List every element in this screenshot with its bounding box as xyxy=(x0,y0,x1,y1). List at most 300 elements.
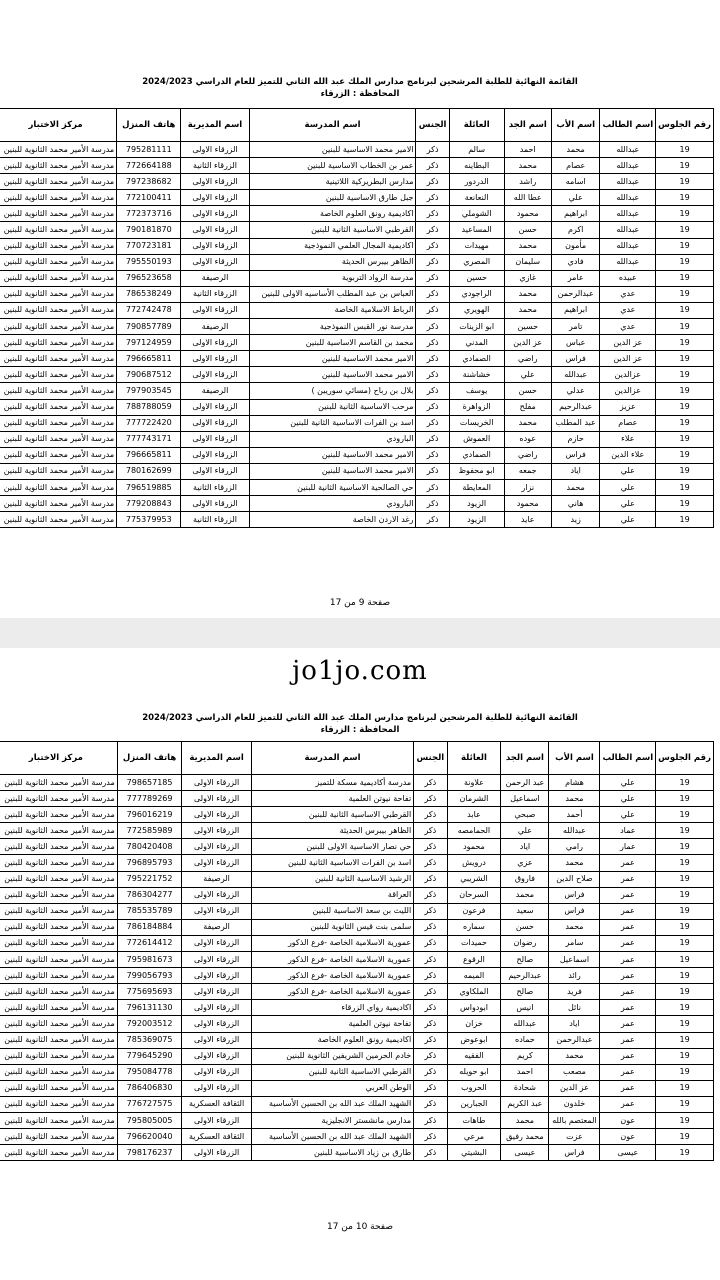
test-center-cell: مدرسة الأمير محمد الثانوية للبنين xyxy=(0,1080,117,1096)
student-name-cell: عمر xyxy=(600,855,656,871)
grandfather-name-cell: عطا الله xyxy=(504,190,551,206)
father-name-cell: صلاح الدين xyxy=(549,871,600,887)
directorate-cell: الزرقاء الاولى xyxy=(181,238,249,254)
seat-number-cell: 19 xyxy=(656,512,714,528)
family-name-cell: مرعي xyxy=(447,1129,501,1145)
document-page-2 xyxy=(0,648,720,1280)
directorate-cell: الزرقاء الاولى xyxy=(182,1016,251,1032)
gender-cell: ذكر xyxy=(414,1129,447,1145)
gender-cell: ذكر xyxy=(414,984,447,1000)
father-name-cell: اياد xyxy=(549,1016,600,1032)
home-phone-cell: 786304277 xyxy=(117,887,182,903)
gender-cell: ذكر xyxy=(414,775,447,791)
grandfather-name-cell: محمود xyxy=(504,206,551,222)
family-name-cell: العموش xyxy=(449,431,504,447)
student-name-cell: عدي xyxy=(600,319,656,335)
seat-number-cell: 19 xyxy=(656,935,714,951)
father-name-cell: فراس xyxy=(549,887,600,903)
test-center-cell: مدرسة الأمير محمد الثانوية للبنين xyxy=(0,383,117,399)
governorate-label: المحافظة : الزرقاء xyxy=(320,89,400,99)
family-name-cell: ابو حويله xyxy=(447,1064,501,1080)
student-name-cell: عبدالله xyxy=(600,142,656,158)
table-row xyxy=(0,319,714,335)
directorate-cell: الزرقاء الاولى xyxy=(182,903,251,919)
student-name-cell: عبدالله xyxy=(600,254,656,270)
family-name-cell: حسين xyxy=(449,270,504,286)
father-name-cell: ابراهيم xyxy=(551,206,600,222)
student-name-cell: عمار xyxy=(600,839,656,855)
seat-number-cell: 19 xyxy=(656,222,714,238)
home-phone-cell: 798176237 xyxy=(117,1145,182,1161)
candidates-table xyxy=(0,108,714,528)
family-name-cell: الهويري xyxy=(449,302,504,318)
gender-cell: ذكر xyxy=(416,222,449,238)
father-name-cell: عدلي xyxy=(551,383,600,399)
grandfather-name-cell: عايد xyxy=(504,512,551,528)
grandfather-name-cell: عبدالرحيم xyxy=(501,968,549,984)
table-row xyxy=(0,447,714,463)
family-name-cell: المصري xyxy=(449,254,504,270)
gender-cell: ذكر xyxy=(414,1064,447,1080)
table-row xyxy=(0,984,714,1000)
grandfather-name-cell: شحادة xyxy=(501,1080,549,1096)
directorate-cell: الزرقاء الثانية xyxy=(181,158,249,174)
school-name-cell: عمورية الاسلامية الخاصة -فرع الذكور xyxy=(251,952,413,968)
gender-cell: ذكر xyxy=(416,367,449,383)
gender-cell: ذكر xyxy=(414,1145,447,1161)
father-name-cell: عصام xyxy=(551,158,600,174)
family-name-cell: المعايطة xyxy=(449,479,504,495)
table-row xyxy=(0,142,714,158)
table-row xyxy=(0,174,714,190)
seat-number-cell: 19 xyxy=(656,142,714,158)
test-center-cell: مدرسة الأمير محمد الثانوية للبنين xyxy=(0,190,117,206)
family-name-cell: خشاشنة xyxy=(449,367,504,383)
directorate-cell: الزرقاء الثانية xyxy=(181,479,249,495)
father-name-cell: المعتصم بالله xyxy=(549,1112,600,1128)
test-center-cell: مدرسة الأمير محمد الثانوية للبنين xyxy=(0,935,117,951)
test-center-cell: مدرسة الأمير محمد الثانوية للبنين xyxy=(0,431,117,447)
father-name-cell: هشام xyxy=(549,775,600,791)
home-phone-cell: 796665811 xyxy=(117,351,181,367)
seat-number-cell: 19 xyxy=(656,431,714,447)
home-phone-cell: 776727575 xyxy=(117,1096,182,1112)
table-row xyxy=(0,270,714,286)
home-phone-cell: 780162699 xyxy=(117,463,181,479)
grandfather-name-cell: رضوان xyxy=(501,935,549,951)
grandfather-name-cell: محمد xyxy=(501,887,549,903)
table-row xyxy=(0,1048,714,1064)
home-phone-cell: 772585989 xyxy=(117,823,182,839)
home-phone-cell: 790687512 xyxy=(117,367,181,383)
table-row xyxy=(0,919,714,935)
directorate-cell: الزرقاء الاولى xyxy=(181,222,249,238)
family-name-cell: عابد xyxy=(447,807,501,823)
home-phone-cell: 790857789 xyxy=(117,319,181,335)
family-name-cell: ابو محفوظ xyxy=(449,463,504,479)
school-name-cell: الامير محمد الاساسية للبنين xyxy=(249,351,416,367)
family-name-cell: الملكاوي xyxy=(447,984,501,1000)
home-phone-cell: 795221752 xyxy=(117,871,182,887)
student-name-cell: عدي xyxy=(600,286,656,302)
table-row xyxy=(0,335,714,351)
home-phone-cell: 796519885 xyxy=(117,479,181,495)
home-phone-cell: 777743171 xyxy=(117,431,181,447)
table-row xyxy=(0,1032,714,1048)
father-name-cell: عبدالرحمن xyxy=(549,1032,600,1048)
directorate-cell: الزرقاء الاولى xyxy=(182,968,251,984)
table-row xyxy=(0,775,714,791)
grandfather-name-cell: حسن xyxy=(504,383,551,399)
seat-number-cell: 19 xyxy=(656,1000,714,1016)
home-phone-cell: 772742478 xyxy=(117,302,181,318)
school-name-cell: الظاهر بيبرس الحديثة xyxy=(249,254,416,270)
column-header: العائلة xyxy=(447,742,501,775)
gender-cell: ذكر xyxy=(414,871,447,887)
father-name-cell: رامي xyxy=(549,839,600,855)
gender-cell: ذكر xyxy=(414,823,447,839)
directorate-cell: الزرقاء الاولى xyxy=(181,447,249,463)
test-center-cell: مدرسة الأمير محمد الثانوية للبنين xyxy=(0,1000,117,1016)
family-name-cell: الصمادي xyxy=(449,351,504,367)
family-name-cell: الجبارين xyxy=(447,1096,501,1112)
home-phone-cell: 795550193 xyxy=(117,254,181,270)
table-row xyxy=(0,431,714,447)
family-name-cell: سماره xyxy=(447,919,501,935)
directorate-cell: الزرقاء الاولى xyxy=(182,952,251,968)
grandfather-name-cell: عبدالله xyxy=(501,1016,549,1032)
student-name-cell: عمر xyxy=(600,887,656,903)
school-name-cell: مدرسة أكاديمية مسكة للتميز xyxy=(251,775,413,791)
school-name-cell: مدارس البطريركية اللاتينية xyxy=(249,174,416,190)
grandfather-name-cell: حسين xyxy=(504,319,551,335)
family-name-cell: الرقوع xyxy=(447,952,501,968)
test-center-cell: مدرسة الأمير محمد الثانوية للبنين xyxy=(0,335,117,351)
seat-number-cell: 19 xyxy=(656,463,714,479)
seat-number-cell: 19 xyxy=(656,839,714,855)
test-center-cell: مدرسة الأمير محمد الثانوية للبنين xyxy=(0,399,117,415)
seat-number-cell: 19 xyxy=(656,367,714,383)
table-row xyxy=(0,1112,714,1128)
grandfather-name-cell: علي xyxy=(501,823,549,839)
table-row xyxy=(0,415,714,431)
directorate-cell: الزرقاء الاولى xyxy=(181,254,249,270)
family-name-cell: الزواهرة xyxy=(449,399,504,415)
student-name-cell: عز الدين xyxy=(600,351,656,367)
student-name-cell: علاء الدين xyxy=(600,447,656,463)
test-center-cell: مدرسة الأمير محمد الثانوية للبنين xyxy=(0,367,117,383)
father-name-cell: فراس xyxy=(549,903,600,919)
home-phone-cell: 772100411 xyxy=(117,190,181,206)
gender-cell: ذكر xyxy=(416,463,449,479)
home-phone-cell: 775695693 xyxy=(117,984,182,1000)
father-name-cell: ابراهيم xyxy=(551,302,600,318)
grandfather-name-cell: عز الدين xyxy=(504,335,551,351)
table-row xyxy=(0,791,714,807)
table-row xyxy=(0,399,714,415)
grandfather-name-cell: جمعه xyxy=(504,463,551,479)
grandfather-name-cell: عبد الرحمن xyxy=(501,775,549,791)
father-name-cell: فادي xyxy=(551,254,600,270)
gender-cell: ذكر xyxy=(416,399,449,415)
directorate-cell: الزرقاء الاولى xyxy=(182,935,251,951)
gender-cell: ذكر xyxy=(414,1080,447,1096)
father-name-cell: عبدالله xyxy=(549,823,600,839)
page-title: القائمة النهائية للطلبة المرشحين لبرنامج مدارس الملك عبد الله الثاني للتميز للعام الدراسي 2024/2023 xyxy=(142,713,578,723)
family-name-cell: البطاينه xyxy=(449,158,504,174)
seat-number-cell: 19 xyxy=(656,254,714,270)
grandfather-name-cell: محمد xyxy=(504,415,551,431)
family-name-cell: الدردور xyxy=(449,174,504,190)
grandfather-name-cell: محمد xyxy=(501,1112,549,1128)
column-header: مركز الاختبار xyxy=(0,109,117,142)
test-center-cell: مدرسة الأمير محمد الثانوية للبنين xyxy=(0,174,117,190)
father-name-cell: محمد xyxy=(551,479,600,495)
student-name-cell: عماد xyxy=(600,823,656,839)
school-name-cell: القرطبي الاساسية الثانية للبنين xyxy=(251,807,413,823)
column-header: الجنس xyxy=(416,109,449,142)
column-header: اسم الأب xyxy=(549,742,600,775)
student-name-cell: علي xyxy=(600,791,656,807)
home-phone-cell: 779208843 xyxy=(117,496,181,512)
school-name-cell: البارودي xyxy=(249,431,416,447)
father-name-cell: رائد xyxy=(549,968,600,984)
school-name-cell: مدارس مانشستر الانجليزية xyxy=(251,1112,413,1128)
student-name-cell: عبدالله xyxy=(600,190,656,206)
test-center-cell: مدرسة الأمير محمد الثانوية للبنين xyxy=(0,919,117,935)
school-name-cell: بلال بن رباح (مسائي سوريين ) xyxy=(249,383,416,399)
father-name-cell: عبد المطلب xyxy=(551,415,600,431)
father-name-cell: محمد xyxy=(549,919,600,935)
father-name-cell: فراس xyxy=(551,447,600,463)
test-center-cell: مدرسة الأمير محمد الثانوية للبنين xyxy=(0,351,117,367)
seat-number-cell: 19 xyxy=(656,871,714,887)
student-name-cell: عمر xyxy=(600,1096,656,1112)
school-name-cell: الشهيد الملك عبد الله بن الحسين الأساسية xyxy=(251,1129,413,1145)
gender-cell: ذكر xyxy=(416,351,449,367)
grandfather-name-cell: محمد xyxy=(504,302,551,318)
test-center-cell: مدرسة الأمير محمد الثانوية للبنين xyxy=(0,206,117,222)
directorate-cell: الزرقاء الاولى xyxy=(182,887,251,903)
gender-cell: ذكر xyxy=(416,206,449,222)
table-row xyxy=(0,238,714,254)
student-name-cell: عبدالله xyxy=(600,222,656,238)
table-row xyxy=(0,383,714,399)
family-name-cell: السرحان xyxy=(447,887,501,903)
seat-number-cell: 19 xyxy=(656,270,714,286)
gender-cell: ذكر xyxy=(416,190,449,206)
gender-cell: ذكر xyxy=(414,1016,447,1032)
student-name-cell: عمر xyxy=(600,952,656,968)
student-name-cell: عمر xyxy=(600,903,656,919)
grandfather-name-cell: عزي xyxy=(501,855,549,871)
table-row xyxy=(0,286,714,302)
gender-cell: ذكر xyxy=(416,174,449,190)
school-name-cell: اسد بن الفرات الاساسية الثانية للبنين xyxy=(251,855,413,871)
school-name-cell: تفاحة نيوتن العلمية xyxy=(251,791,413,807)
governorate-label: المحافظة : الزرقاء xyxy=(320,725,400,735)
grandfather-name-cell: محمد xyxy=(504,238,551,254)
seat-number-cell: 19 xyxy=(656,791,714,807)
column-header: رقم الجلوس xyxy=(656,742,714,775)
seat-number-cell: 19 xyxy=(656,823,714,839)
directorate-cell: الزرقاء الاولى xyxy=(181,496,249,512)
student-name-cell: عدي xyxy=(600,302,656,318)
table-header-row xyxy=(0,109,714,142)
table-row xyxy=(0,952,714,968)
family-name-cell: سالم xyxy=(449,142,504,158)
home-phone-cell: 795805005 xyxy=(117,1112,182,1128)
father-name-cell: مأمون xyxy=(551,238,600,254)
student-name-cell: عمر xyxy=(600,1016,656,1032)
column-header: رقم الجلوس xyxy=(656,109,714,142)
father-name-cell: فراس xyxy=(549,1145,600,1161)
school-name-cell: حي نصار الاساسية الاولى للبنين xyxy=(251,839,413,855)
directorate-cell: الزرقاء الاولى xyxy=(181,174,249,190)
gender-cell: ذكر xyxy=(414,952,447,968)
page-header xyxy=(0,76,720,100)
home-phone-cell: 786184884 xyxy=(117,919,182,935)
family-name-cell: الزيود xyxy=(449,496,504,512)
gender-cell: ذكر xyxy=(416,415,449,431)
seat-number-cell: 19 xyxy=(656,190,714,206)
test-center-cell: مدرسة الأمير محمد الثانوية للبنين xyxy=(0,1112,117,1128)
directorate-cell: الزرقاء الاولى xyxy=(182,823,251,839)
seat-number-cell: 19 xyxy=(656,479,714,495)
directorate-cell: الثقافة العسكرية xyxy=(182,1129,251,1145)
test-center-cell: مدرسة الأمير محمد الثانوية للبنين xyxy=(0,1145,117,1161)
table-row xyxy=(0,839,714,855)
table-row xyxy=(0,496,714,512)
gender-cell: ذكر xyxy=(416,158,449,174)
gender-cell: ذكر xyxy=(414,807,447,823)
gender-cell: ذكر xyxy=(414,1048,447,1064)
student-name-cell: عيسى xyxy=(600,1145,656,1161)
column-header: اسم الطالب xyxy=(600,109,656,142)
column-header: اسم المديرية xyxy=(181,109,249,142)
directorate-cell: الزرقاء الاولى xyxy=(182,1080,251,1096)
directorate-cell: الزرقاء الاولى xyxy=(182,1032,251,1048)
father-name-cell: محمد xyxy=(549,855,600,871)
home-phone-cell: 797903545 xyxy=(117,383,181,399)
grandfather-name-cell: غازي xyxy=(504,270,551,286)
test-center-cell: مدرسة الأمير محمد الثانوية للبنين xyxy=(0,1032,117,1048)
home-phone-cell: 779645290 xyxy=(117,1048,182,1064)
directorate-cell: الرصيفة xyxy=(181,383,249,399)
seat-number-cell: 19 xyxy=(656,1145,714,1161)
school-name-cell: الليث بن سعد الاساسية للبنين xyxy=(251,903,413,919)
gender-cell: ذكر xyxy=(416,512,449,528)
directorate-cell: الزرقاء الاولى xyxy=(182,1000,251,1016)
directorate-cell: الزرقاء الاولى xyxy=(182,791,251,807)
column-header: اسم المدرسة xyxy=(251,742,413,775)
gender-cell: ذكر xyxy=(414,1112,447,1128)
directorate-cell: الزرقاء الاولى xyxy=(182,775,251,791)
grandfather-name-cell: محمد xyxy=(504,286,551,302)
column-header: اسم المدرسة xyxy=(249,109,416,142)
directorate-cell: الزرقاء الاولى xyxy=(181,367,249,383)
home-phone-cell: 788788059 xyxy=(117,399,181,415)
grandfather-name-cell: احمد xyxy=(501,1064,549,1080)
column-header: اسم الجد xyxy=(504,109,551,142)
test-center-cell: مدرسة الأمير محمد الثانوية للبنين xyxy=(0,447,117,463)
seat-number-cell: 19 xyxy=(656,302,714,318)
student-name-cell: عمر xyxy=(600,1064,656,1080)
table-row xyxy=(0,206,714,222)
gender-cell: ذكر xyxy=(416,479,449,495)
student-name-cell: عمر xyxy=(600,984,656,1000)
student-name-cell: عزالدين xyxy=(600,383,656,399)
school-name-cell: البارودي xyxy=(249,496,416,512)
directorate-cell: الزرقاء الاولى xyxy=(181,206,249,222)
test-center-cell: مدرسة الأمير محمد الثانوية للبنين xyxy=(0,1016,117,1032)
directorate-cell: الثقافة العسكرية xyxy=(182,1096,251,1112)
school-name-cell: مدرسة نور القبس النموذجية xyxy=(249,319,416,335)
school-name-cell: رغد الاردن الخاصة xyxy=(249,512,416,528)
seat-number-cell: 19 xyxy=(656,399,714,415)
grandfather-name-cell: حماده xyxy=(501,1032,549,1048)
column-header: مركز الاختبار xyxy=(0,742,117,775)
school-name-cell: العباس بن عبد المطلب الأساسيه الاولى للبنين xyxy=(249,286,416,302)
column-header: العائلة xyxy=(449,109,504,142)
table-row xyxy=(0,1064,714,1080)
table-row xyxy=(0,1080,714,1096)
seat-number-cell: 19 xyxy=(656,887,714,903)
family-name-cell: درويش xyxy=(447,855,501,871)
test-center-cell: مدرسة الأمير محمد الثانوية للبنين xyxy=(0,479,117,495)
seat-number-cell: 19 xyxy=(656,952,714,968)
directorate-cell: الزرقاء الاولى xyxy=(182,1048,251,1064)
family-name-cell: حميدات xyxy=(447,935,501,951)
grandfather-name-cell: انيس xyxy=(501,1000,549,1016)
school-name-cell: الامير محمد الاساسية للبنين xyxy=(249,447,416,463)
seat-number-cell: 19 xyxy=(656,1096,714,1112)
directorate-cell: الرصيفة xyxy=(181,270,249,286)
test-center-cell: مدرسة الأمير محمد الثانوية للبنين xyxy=(0,807,117,823)
school-name-cell: الامير محمد الاساسية للبنين xyxy=(249,142,416,158)
directorate-cell: الزرقاء الاولى xyxy=(182,1112,251,1128)
column-header: اسم الأب xyxy=(551,109,600,142)
family-name-cell: علاونة xyxy=(447,775,501,791)
family-name-cell: الصمادي xyxy=(449,447,504,463)
grandfather-name-cell: علي xyxy=(504,367,551,383)
student-name-cell: علي xyxy=(600,807,656,823)
school-name-cell: خادم الحرمين الشريفين الثانوية للبنين xyxy=(251,1048,413,1064)
home-phone-cell: 798657185 xyxy=(117,775,182,791)
student-name-cell: عمر xyxy=(600,1080,656,1096)
column-header: اسم الجد xyxy=(501,742,549,775)
column-header: اسم الطالب xyxy=(600,742,656,775)
family-name-cell: البشيتي xyxy=(447,1145,501,1161)
table-row xyxy=(0,479,714,495)
home-phone-cell: 785535789 xyxy=(117,903,182,919)
school-name-cell: عمورية الاسلامية الخاصة -فرع الذكور xyxy=(251,935,413,951)
gender-cell: ذكر xyxy=(416,383,449,399)
father-name-cell: اسامه xyxy=(551,174,600,190)
gender-cell: ذكر xyxy=(416,302,449,318)
father-name-cell: هاني xyxy=(551,496,600,512)
student-name-cell: عزيز xyxy=(600,399,656,415)
directorate-cell: الزرقاء الثانية xyxy=(181,286,249,302)
table-row xyxy=(0,158,714,174)
school-name-cell: عمر بن الخطاب الاساسية للبنين xyxy=(249,158,416,174)
school-name-cell: الامير محمد الاساسية للبنين xyxy=(249,463,416,479)
directorate-cell: الزرقاء الثانية xyxy=(181,512,249,528)
father-name-cell: عز الدين xyxy=(549,1080,600,1096)
school-name-cell: الوطن العربي xyxy=(251,1080,413,1096)
home-phone-cell: 777789269 xyxy=(117,791,182,807)
home-phone-cell: 772373716 xyxy=(117,206,181,222)
